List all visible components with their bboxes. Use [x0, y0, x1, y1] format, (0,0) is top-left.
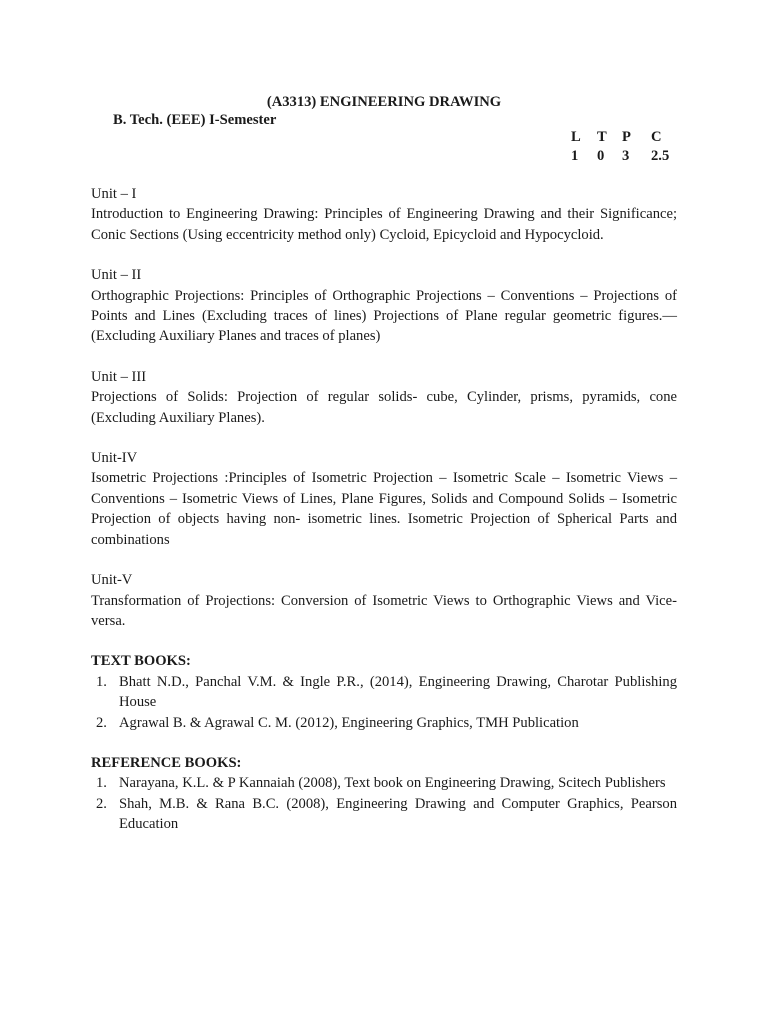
list-item: [91, 773, 677, 793]
ltpc-value-c: 2.5: [651, 148, 670, 164]
book-citation: Bhatt N.D., Panchal V.M. & Ingle P.R., (2014), Engineering Drawing, Charotar Publishing House: [119, 673, 677, 711]
unit-2: [91, 265, 677, 347]
ltpc-label-c: C: [651, 129, 662, 145]
reference-books-list: [91, 773, 677, 834]
list-item: [91, 713, 677, 733]
unit-title: Unit-V: [91, 572, 133, 589]
book-citation: Narayana, K.L. & P Kannaiah (2008), Text book on Engineering Drawing, Scitech Publishers: [119, 775, 666, 792]
unit-5: [91, 570, 677, 631]
book-citation: Agrawal B. & Agrawal C. M. (2012), Engineering Graphics, TMH Publication: [119, 714, 579, 731]
syllabus-body: [91, 184, 677, 855]
text-books-heading: TEXT BOOKS:: [91, 653, 191, 670]
unit-description: Introduction to Engineering Drawing: Principles of Engineering Drawing and their Significance; Conic Sections (Using eccentricity method only) Cycloid, Epicycloid and Hypocycloid.: [91, 206, 677, 243]
unit-description: Transformation of Projections: Conversion of Isometric Views to Orthographic Views and Vice-versa.: [91, 592, 677, 629]
unit-title: Unit – I: [91, 186, 137, 202]
ltpc-label-p: P: [622, 129, 631, 145]
unit-title: Unit – II: [91, 267, 142, 284]
unit-4: [91, 448, 677, 550]
list-number: 1.: [96, 673, 107, 690]
list-number: 2.: [96, 795, 107, 812]
program-semester: B. Tech. (EEE) I-Semester: [113, 112, 277, 128]
list-item: [91, 672, 677, 713]
ltpc-value-p: 3: [622, 148, 630, 164]
list-item: [91, 794, 677, 835]
unit-1: [91, 184, 677, 245]
course-title: (A3313) ENGINEERING DRAWING: [266, 94, 502, 110]
ltpc-label-t: T: [597, 129, 607, 145]
reference-books-heading: REFERENCE BOOKS:: [91, 754, 242, 771]
unit-description: Isometric Projections :Principles of Isometric Projection – Isometric Scale – Isometric Views – Conventions – Isometric Views of Lines, Plane Figures, Solids and Compound Solids – Isometric Projection of objects having non- isometric lines. Isometric Projection of Spherical Parts and combinations: [91, 470, 677, 548]
unit-3: [91, 367, 677, 428]
list-number: 2.: [96, 714, 107, 731]
list-number: 1.: [96, 775, 107, 792]
unit-description: Orthographic Projections: Principles of Orthographic Projections – Conventions – Projections of Points and Lines (Excluding traces of lines) Projections of Plane regular geometric figures.—(Excluding Auxiliary Planes and traces of planes): [91, 287, 677, 345]
unit-description: Projections of Solids: Projection of regular solids- cube, Cylinder, prisms, pyramids, cone (Excluding Auxiliary Planes).: [91, 389, 677, 426]
ltpc-label-l: L: [571, 129, 581, 145]
ltpc-value-t: 0: [597, 148, 605, 164]
unit-title: Unit-IV: [91, 450, 138, 467]
book-citation: Shah, M.B. & Rana B.C. (2008), Engineering Drawing and Computer Graphics, Pearson Education: [119, 795, 677, 833]
ltpc-value-l: 1: [571, 148, 579, 164]
text-books-list: [91, 672, 677, 733]
unit-title: Unit – III: [91, 368, 147, 385]
